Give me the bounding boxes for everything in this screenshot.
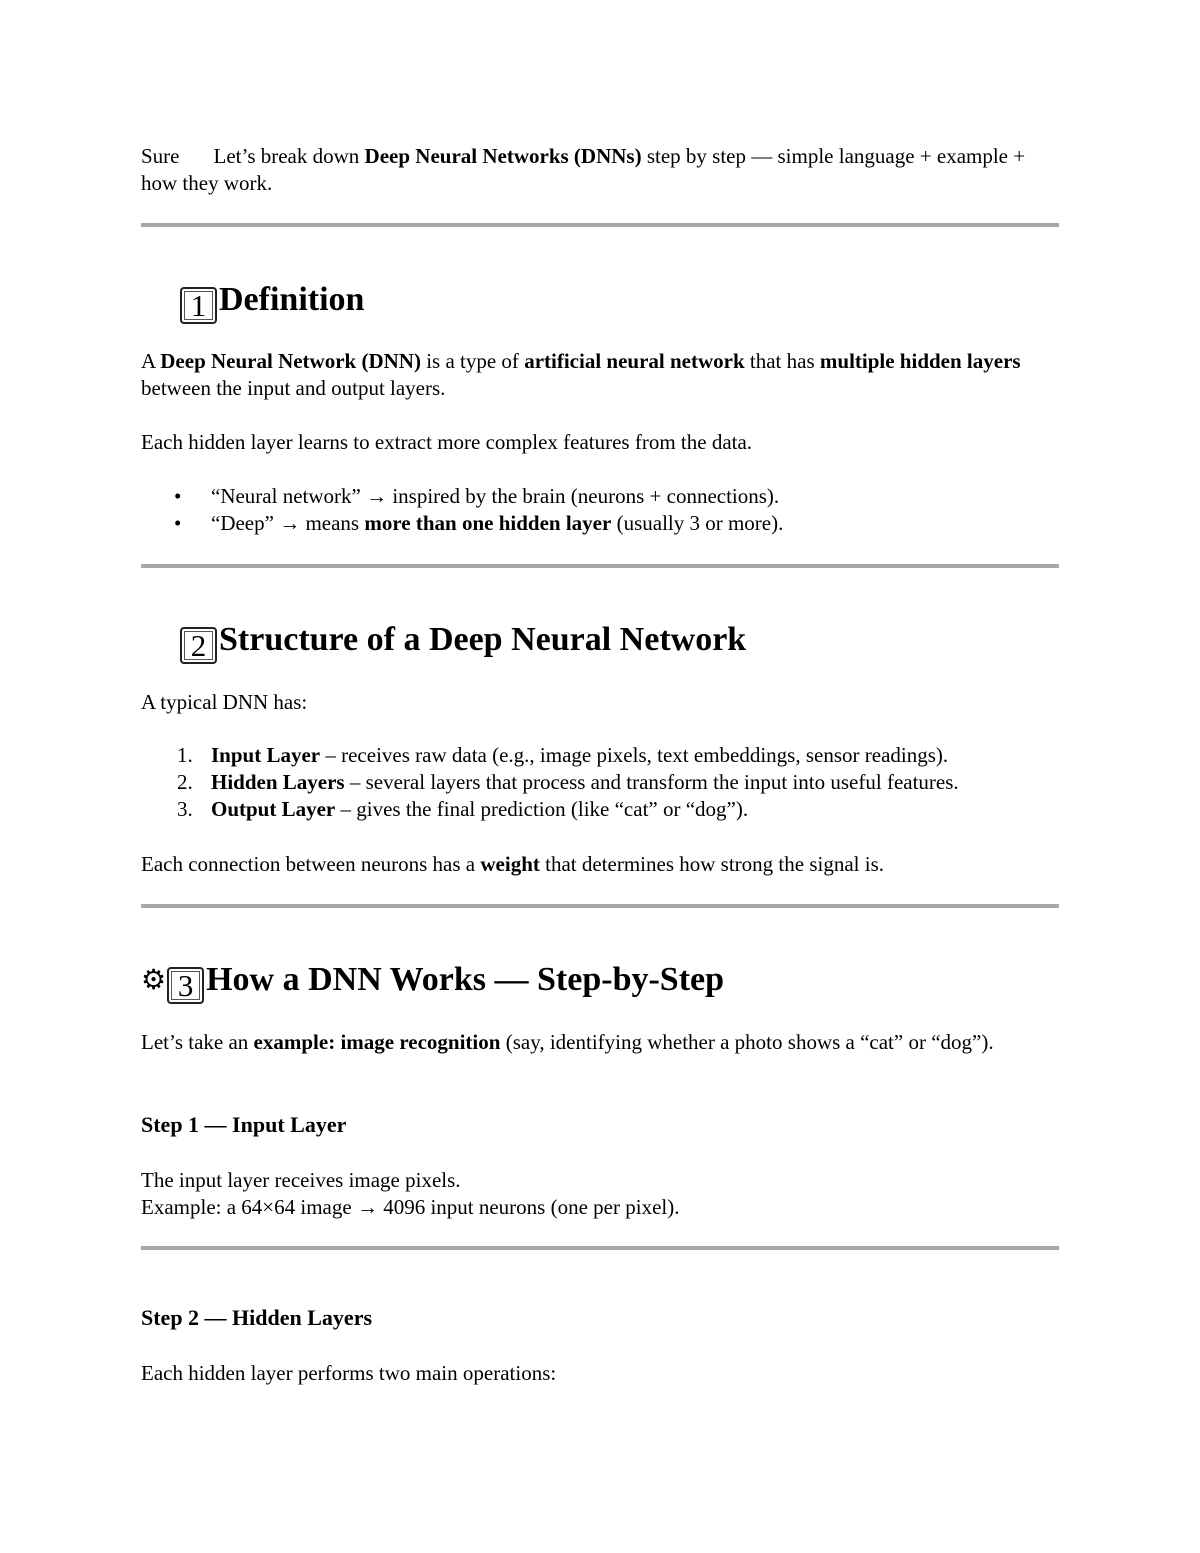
gear-icon: ⚙ — [141, 965, 167, 996]
section-2-heading: 2 Structure of a Deep Neural Network — [180, 620, 746, 664]
bullet-icon: • — [174, 484, 182, 508]
definition-paragraph: A Deep Neural Network (DNN) is a type of artificial neural network that has multiple hidden layers between the input and output layers. — [141, 349, 1021, 400]
step-1-heading: Step 1 — Input Layer — [141, 1112, 347, 1137]
keycap-one-icon: 1 — [180, 287, 217, 324]
step-1-paragraph: The input layer receives image pixels. Example: a 64×64 image → 4096 input neurons (one per pixel). — [141, 1168, 680, 1219]
hidden-layer-paragraph: Each hidden layer learns to extract more complex features from the data. — [141, 430, 753, 454]
horizontal-rule — [141, 1246, 1059, 1250]
list-item: 2. Hidden Layers – several layers that process and transform the input into useful features. — [177, 770, 959, 794]
structure-numbered-list — [141, 742, 1059, 823]
step-2-heading: Step 2 — Hidden Layers — [141, 1305, 373, 1330]
list-item: 3. Output Layer – gives the final prediction (like “cat” or “dog”). — [177, 797, 749, 821]
intro-paragraph: Sure Let’s break down Deep Neural Networks (DNNs) step by step — simple language + example + how they work. — [141, 144, 1026, 195]
section-1-heading: 1 Definition — [180, 280, 364, 324]
intro-sure: Sure — [141, 144, 180, 168]
bullet-icon: • — [174, 511, 182, 535]
horizontal-rule — [141, 223, 1059, 227]
structure-lead: A typical DNN has: — [141, 690, 308, 714]
list-item: • “Neural network” → inspired by the brain (neurons + connections). — [174, 484, 780, 508]
list-item: • “Deep” → means more than one hidden layer (usually 3 or more). — [174, 511, 784, 535]
example-paragraph: Let’s take an example: image recognition (say, identifying whether a photo shows a “cat” or “dog”). — [141, 1030, 994, 1054]
horizontal-rule — [141, 564, 1059, 568]
keycap-three-icon: 3 — [167, 967, 204, 1004]
definition-bullet-list — [141, 483, 1059, 537]
step-2-paragraph: Each hidden layer performs two main operations: — [141, 1361, 557, 1385]
horizontal-rule — [141, 904, 1059, 908]
section-3-heading: ⚙ 3 How a DNN Works — Step-by-Step — [141, 961, 725, 1003]
keycap-two-icon: 2 — [180, 627, 217, 664]
weight-paragraph: Each connection between neurons has a weight that determines how strong the signal is. — [141, 852, 884, 876]
list-item: 1. Input Layer – receives raw data (e.g., image pixels, text embeddings, sensor readings). — [177, 743, 949, 767]
